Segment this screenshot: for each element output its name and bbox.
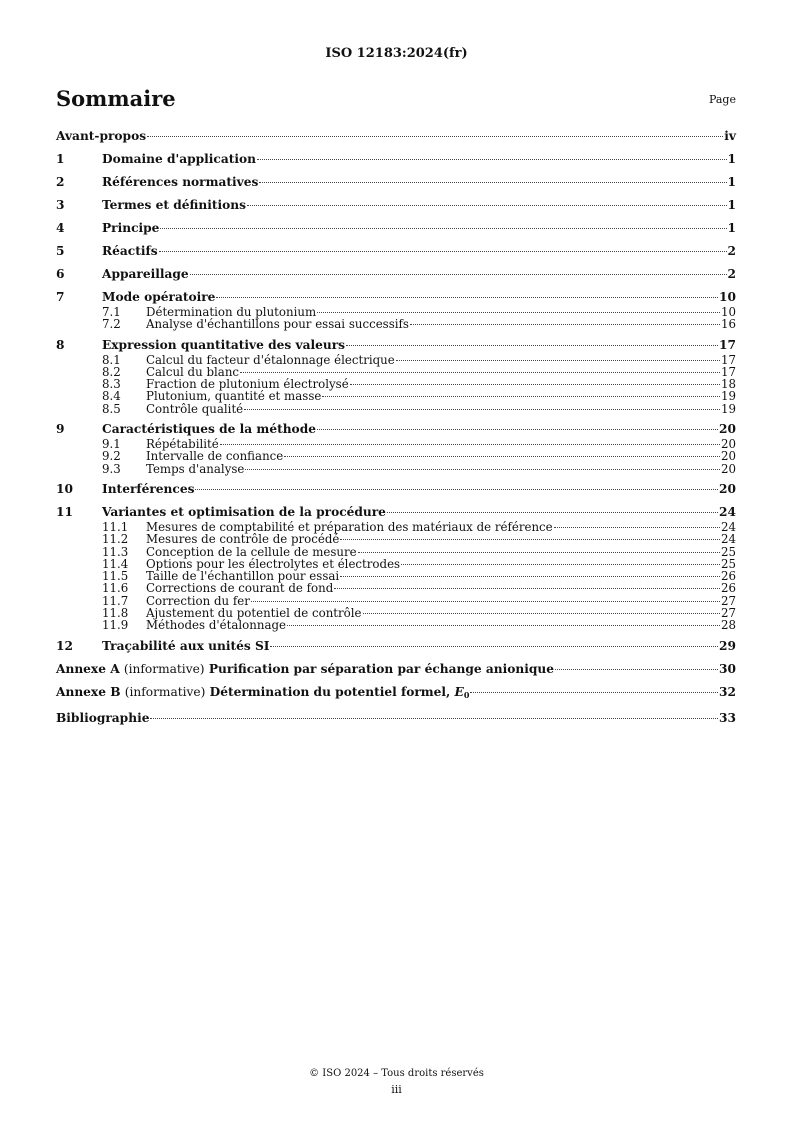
dot-leader <box>340 576 720 577</box>
toc-subentry[interactable] <box>56 403 736 415</box>
entry-title[interactable]: Références normatives <box>102 175 259 189</box>
entry-title[interactable]: Fraction de plutonium électrolysé <box>146 377 349 392</box>
entry-page: 20 <box>720 461 736 476</box>
entry-page: 20 <box>720 437 736 452</box>
entry-number: 8.2 <box>102 364 121 379</box>
dot-leader <box>284 456 720 457</box>
entry-page: 24 <box>719 504 736 519</box>
annex-label: Annexe B <box>56 684 121 699</box>
entry-title[interactable]: Réactifs <box>102 244 158 258</box>
entry-title[interactable]: Avant-propos <box>56 129 147 143</box>
toc-entry[interactable] <box>56 504 736 521</box>
entry-page: 30 <box>719 661 736 676</box>
entry-title[interactable]: Bibliographie <box>56 710 150 725</box>
entry-page: 17 <box>720 352 736 367</box>
entry-page: 27 <box>720 593 736 608</box>
entry-number: 5 <box>56 244 65 258</box>
toc-entry[interactable] <box>56 289 736 306</box>
entry-title[interactable]: Traçabilité aux unités SI <box>102 638 270 653</box>
dot-leader <box>159 251 727 252</box>
entry-title[interactable]: Correction du fer <box>146 593 250 608</box>
entry-number: 10 <box>56 481 73 496</box>
entry-number: 11.6 <box>102 581 129 596</box>
entry-page: 32 <box>719 684 736 699</box>
annex-kind: (informative) <box>124 684 206 699</box>
entry-number: 4 <box>56 221 65 235</box>
copyright-footer: © ISO 2024 – Tous droits réservés <box>309 1068 484 1079</box>
entry-number: 11.9 <box>102 618 129 633</box>
entry-number: 3 <box>56 198 65 212</box>
entry-title[interactable]: Interférences <box>102 481 195 496</box>
dot-leader <box>350 384 720 385</box>
entry-title[interactable]: Analyse d'échantillons pour essai successifs <box>146 317 409 332</box>
entry-number: 9 <box>56 422 65 437</box>
table-of-contents <box>56 128 736 727</box>
toc-subentry[interactable] <box>56 463 736 475</box>
toc-entry[interactable] <box>56 197 736 214</box>
dot-leader <box>410 324 720 325</box>
entry-title[interactable]: Principe <box>102 221 160 235</box>
entry-page: 26 <box>720 569 736 584</box>
dot-leader <box>247 205 727 206</box>
dot-leader <box>363 613 720 614</box>
entry-number: 11.7 <box>102 593 129 608</box>
toc-entry[interactable] <box>56 220 736 237</box>
dot-leader <box>245 469 720 470</box>
dot-leader <box>334 588 720 589</box>
entry-number: 8.4 <box>102 389 121 404</box>
entry-number: 9.2 <box>102 449 121 464</box>
page-number: iii <box>391 1083 402 1096</box>
entry-page: 20 <box>720 449 736 464</box>
entry-page: 10 <box>720 305 736 319</box>
dot-leader <box>160 228 726 229</box>
entry-number: 8.3 <box>102 377 121 392</box>
dot-leader <box>195 489 718 490</box>
entry-title[interactable]: Conception de la cellule de mesure <box>146 544 357 559</box>
dot-leader <box>322 396 720 397</box>
annex-label: Annexe A <box>56 661 120 676</box>
dot-leader <box>470 692 718 693</box>
entry-title[interactable]: Mode opératoire <box>102 290 216 304</box>
entry-page: 1 <box>727 221 736 235</box>
dot-leader <box>387 512 718 513</box>
dot-leader <box>317 429 718 430</box>
entry-title[interactable]: Caractéristiques de la méthode <box>102 422 316 437</box>
entry-title[interactable]: Appareillage <box>102 267 189 281</box>
entry-number: 7.1 <box>102 305 121 319</box>
dot-leader <box>220 444 720 445</box>
toc-entry[interactable] <box>56 128 736 145</box>
entry-title[interactable]: Contrôle qualité <box>146 401 244 416</box>
entry-page: 24 <box>720 532 736 547</box>
entry-page: 10 <box>719 290 736 304</box>
formal-potential-symbol: E <box>454 684 464 699</box>
toc-subentry[interactable] <box>56 546 736 558</box>
entry-page: 18 <box>720 377 736 392</box>
entry-page: 20 <box>719 481 736 496</box>
entry-title[interactable]: Domaine d'application <box>102 152 256 166</box>
toc-bibliography-entry[interactable] <box>56 710 736 727</box>
entry-title[interactable]: Mesures de contrôle de procédé <box>146 532 340 547</box>
entry-number: 9.3 <box>102 461 121 476</box>
toc-entry[interactable] <box>56 266 736 283</box>
entry-number: 2 <box>56 175 65 189</box>
dot-leader <box>216 297 718 298</box>
entry-number: 12 <box>56 638 73 653</box>
entry-title[interactable]: Taille de l'échantillon pour essai <box>146 569 340 584</box>
entry-number: 8.5 <box>102 401 121 416</box>
toc-entry[interactable] <box>56 174 736 191</box>
entry-page: 20 <box>719 422 736 437</box>
entry-number: 11.5 <box>102 569 129 584</box>
entry-page: 2 <box>727 244 736 258</box>
dot-leader <box>555 669 718 670</box>
dot-leader <box>317 312 720 313</box>
toc-entry[interactable] <box>56 151 736 168</box>
dot-leader <box>150 718 718 719</box>
entry-page: 29 <box>719 638 736 653</box>
entry-title[interactable]: Termes et définitions <box>102 198 246 212</box>
toc-annex-entry[interactable] <box>56 661 736 678</box>
entry-title[interactable]: Variantes et optimisation de la procédure <box>102 504 386 519</box>
toc-title: Sommaire <box>56 86 176 111</box>
annex-title[interactable] <box>56 661 554 678</box>
dot-leader <box>554 527 720 528</box>
dot-leader <box>396 360 720 361</box>
entry-number: 8.1 <box>102 352 121 367</box>
entry-title[interactable]: Expression quantitative des valeurs <box>102 337 345 352</box>
entry-page: 33 <box>719 710 736 725</box>
entry-title[interactable]: Méthodes d'étalonnage <box>146 618 287 633</box>
dot-leader <box>147 136 723 137</box>
entry-page: iv <box>724 129 736 143</box>
dot-leader <box>259 182 726 183</box>
entry-page: 27 <box>720 606 736 621</box>
entry-page: 25 <box>720 556 736 571</box>
toc-entry[interactable] <box>56 421 736 438</box>
annex-kind: (informative) <box>123 661 205 676</box>
entry-number: 8 <box>56 337 65 352</box>
document-id-header: ISO 12183:2024(fr) <box>325 46 468 61</box>
dot-leader <box>358 552 720 553</box>
formal-potential-subscript: 0 <box>463 689 470 700</box>
entry-page: 28 <box>720 618 736 633</box>
annex-name: Purification par séparation par échange anionique <box>208 661 555 676</box>
dot-leader <box>346 345 718 346</box>
entry-page: 17 <box>719 337 736 352</box>
entry-page: 2 <box>727 267 736 281</box>
entry-title[interactable]: Corrections de courant de fond <box>146 581 334 596</box>
entry-number: 1 <box>56 152 65 166</box>
dot-leader <box>401 564 720 565</box>
entry-number: 11.4 <box>102 556 129 571</box>
entry-number: 11 <box>56 504 73 519</box>
entry-number: 11.3 <box>102 544 129 559</box>
entry-page: 17 <box>720 364 736 379</box>
entry-number: 11.1 <box>102 519 129 534</box>
toc-entry[interactable] <box>56 638 736 655</box>
toc-subentry[interactable] <box>56 582 736 594</box>
dot-leader <box>270 646 718 647</box>
dot-leader <box>257 159 727 160</box>
entry-page: 19 <box>720 401 736 416</box>
entry-number: 11.8 <box>102 606 129 621</box>
annex-name: Détermination du potentiel formel, <box>209 684 455 699</box>
entry-page: 16 <box>720 317 736 332</box>
dot-leader <box>240 372 720 373</box>
toc-annex-entry[interactable] <box>56 684 736 704</box>
entry-number: 11.2 <box>102 532 129 547</box>
dot-leader <box>287 625 720 626</box>
toc-subentry[interactable] <box>56 318 736 330</box>
toc-entry[interactable] <box>56 481 736 498</box>
toc-subentry[interactable] <box>56 390 736 402</box>
dot-leader <box>251 601 720 602</box>
page-column-label: Page <box>708 93 736 106</box>
entry-number: 7 <box>56 290 65 304</box>
entry-title[interactable]: Plutonium, quantité et masse <box>146 389 322 404</box>
toc-subentry[interactable] <box>56 533 736 545</box>
toc-entry[interactable] <box>56 337 736 354</box>
toc-subentry[interactable] <box>56 450 736 462</box>
entry-title[interactable]: Mesures de comptabilité et préparation des matériaux de référence <box>146 519 553 534</box>
entry-page: 1 <box>727 198 736 212</box>
annex-title[interactable] <box>56 684 469 704</box>
dot-leader <box>340 539 720 540</box>
toc-subentry[interactable] <box>56 619 736 631</box>
entry-title[interactable]: Calcul du facteur d'étalonnage électrique <box>146 352 395 367</box>
entry-page: 25 <box>720 544 736 559</box>
entry-title[interactable]: Ajustement du potentiel de contrôle <box>146 606 362 621</box>
entry-title[interactable]: Calcul du blanc <box>146 364 240 379</box>
entry-title[interactable]: Temps d'analyse <box>146 461 245 476</box>
entry-page: 19 <box>720 389 736 404</box>
entry-page: 26 <box>720 581 736 596</box>
toc-entry[interactable] <box>56 243 736 260</box>
entry-number: 6 <box>56 267 65 281</box>
dot-leader <box>244 409 720 410</box>
entry-title[interactable]: Intervalle de confiance <box>146 449 284 464</box>
entry-title[interactable]: Options pour les électrolytes et électrodes <box>146 556 401 571</box>
entry-page: 1 <box>727 175 736 189</box>
entry-number: 9.1 <box>102 437 121 452</box>
entry-number: 7.2 <box>102 317 121 332</box>
entry-page: 24 <box>720 519 736 534</box>
entry-title[interactable]: Détermination du plutonium <box>146 305 317 319</box>
dot-leader <box>190 274 727 275</box>
entry-page: 1 <box>727 152 736 166</box>
entry-title[interactable]: Répétabilité <box>146 437 219 452</box>
